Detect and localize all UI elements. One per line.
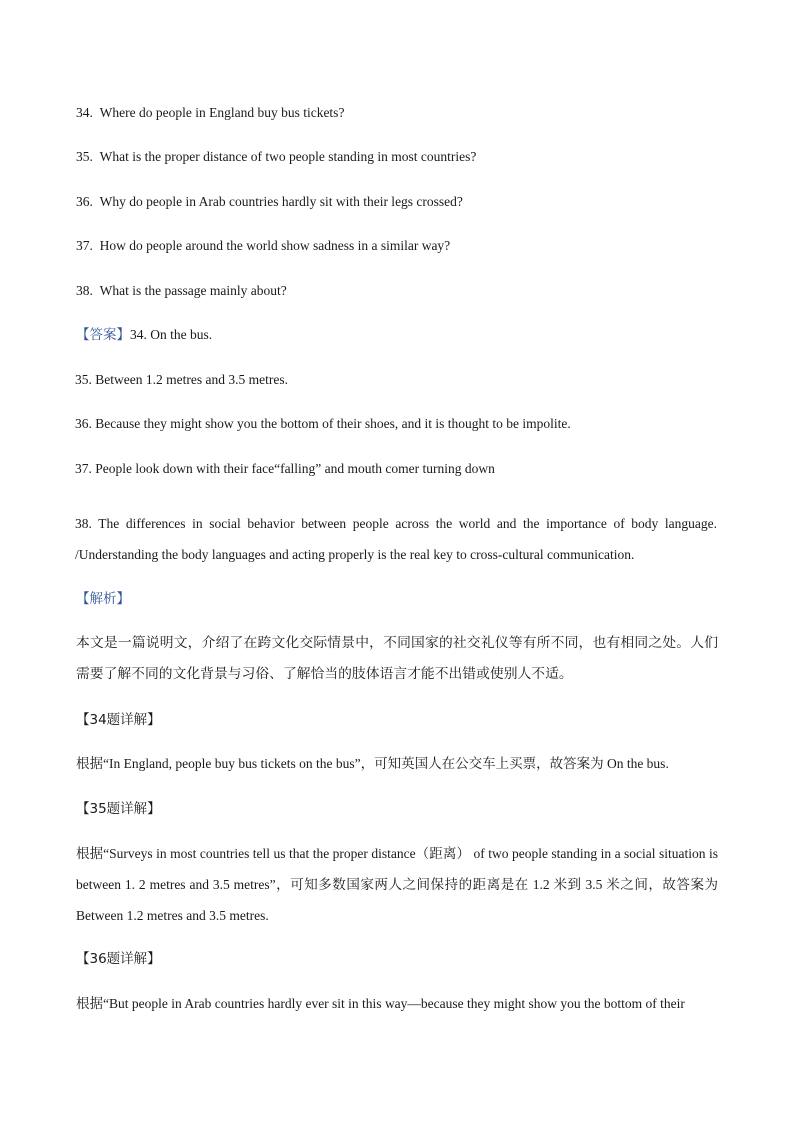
detail-35-heading: 【35题详解】 xyxy=(76,801,161,817)
answer-text: 34. On the bus. xyxy=(130,327,213,342)
answer-label: 【答案】 xyxy=(76,327,130,343)
question-36 xyxy=(76,193,718,211)
question-text: Why do people in Arab countries hardly sit with their legs crossed? xyxy=(99,194,463,209)
detail-34-text: 根据“In England, people buy bus tickets on the bus”，可知英国人在公交车上买票，故答案为 On the bus. xyxy=(76,756,669,771)
question-text: What is the proper distance of two people standing in most countries? xyxy=(99,149,477,164)
answer-37: 37. People look down with their face“falling” and mouth comer turning down xyxy=(75,461,495,476)
question-number: 35. xyxy=(76,149,93,164)
analysis-heading: 【解析】 xyxy=(76,591,130,607)
answer-35: 35. Between 1.2 metres and 3.5 metres. xyxy=(75,372,288,387)
answer-36: 36. Because they might show you the bottom of their shoes, and it is thought to be impolite. xyxy=(75,416,571,431)
analysis-label xyxy=(76,590,718,608)
question-text: How do people around the world show sadness in a similar way? xyxy=(99,238,451,253)
question-number: 38. xyxy=(76,283,93,298)
question-34 xyxy=(76,104,718,122)
question-35 xyxy=(76,148,718,166)
detail-36-text: 根据“But people in Arab countries hardly ever sit in this way—because they might show you the bottom of their xyxy=(76,996,685,1011)
question-text: What is the passage mainly about? xyxy=(99,283,287,298)
detail-34-heading: 【34题详解】 xyxy=(76,712,161,728)
question-text: Where do people in England buy bus tickets? xyxy=(99,105,345,120)
question-number: 37. xyxy=(76,238,93,253)
question-37 xyxy=(76,237,718,255)
detail-35-text: 根据“Surveys in most countries tell us that the proper distance（距离） of two people standing in a social situation is between 1. 2 metres and 3.5 metres”，可知多数国家两人之间保持的距离是在 1.2 米到 3.5 米之间，故答案为 Between 1.2 metres and 3.5 metres. xyxy=(76,846,718,923)
question-38 xyxy=(76,282,718,300)
question-number: 36. xyxy=(76,194,93,209)
analysis-summary: 本文是一篇说明文，介绍了在跨文化交际情景中，不同国家的社交礼仪等有所不同，也有相同之处。人们需要了解不同的文化背景与习俗、了解恰当的肢体语言才能不出错或使别人不适。 xyxy=(76,635,718,682)
answer-38: 38. The differences in social behavior between people across the world and the importance of body language. /Understanding the body languages and acting properly is the real key to cross-cultural communication. xyxy=(75,516,717,562)
detail-36-heading: 【36题详解】 xyxy=(76,951,161,967)
question-number: 34. xyxy=(76,105,93,120)
answer-34 xyxy=(76,326,718,344)
